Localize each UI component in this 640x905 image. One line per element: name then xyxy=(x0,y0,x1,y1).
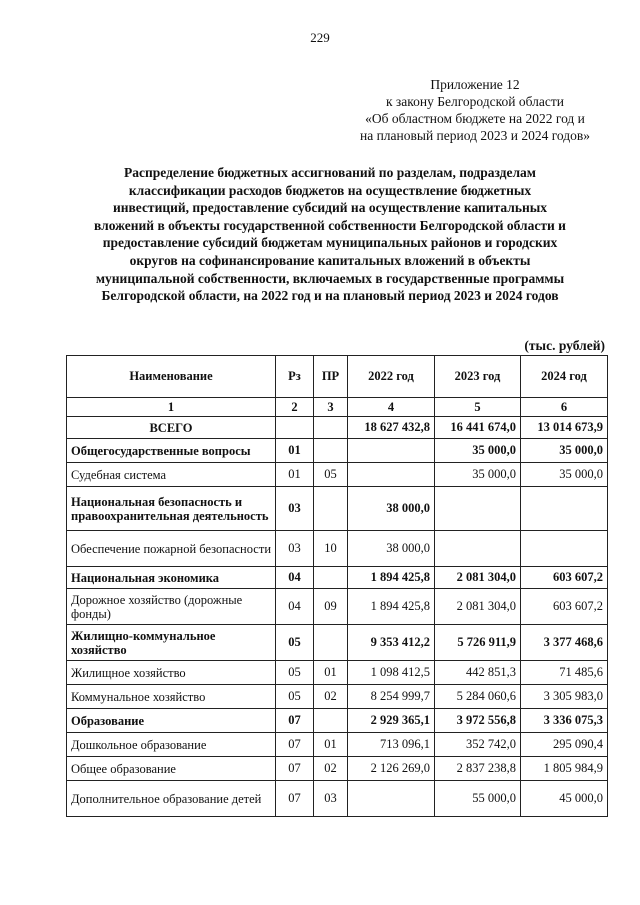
table-row xyxy=(67,709,608,733)
cell-name: Дорожное хозяйство (дорожные фонды) xyxy=(67,589,276,625)
cell-name: Обеспечение пожарной безопасности xyxy=(67,531,276,567)
title-line: Белгородской области, на 2022 год и на плановый период 2023 и 2024 годов xyxy=(101,288,559,304)
table-row xyxy=(67,661,608,685)
table-row xyxy=(67,733,608,757)
table-row xyxy=(67,781,608,817)
index-cell: 6 xyxy=(521,398,608,417)
cell-pr: 03 xyxy=(314,781,348,817)
index-cell: 3 xyxy=(314,398,348,417)
cell-value-2022: 18 627 432,8 xyxy=(348,417,435,439)
cell-pr: 10 xyxy=(314,531,348,567)
cell-rz: 07 xyxy=(276,709,314,733)
cell-value-2022: 1 894 425,8 xyxy=(348,567,435,589)
title-line: вложений в объекты государственной собственности Белгородской области и xyxy=(94,217,566,233)
index-cell: 5 xyxy=(435,398,521,417)
cell-value-2024: 3 305 983,0 xyxy=(521,685,608,709)
title-line: округов на софинансирование капитальных вложений в объекты xyxy=(129,252,531,268)
cell-name: Образование xyxy=(67,709,276,733)
cell-value-2023: 352 742,0 xyxy=(435,733,521,757)
cell-value-2024: 35 000,0 xyxy=(521,439,608,463)
cell-value-2023: 55 000,0 xyxy=(435,781,521,817)
header-row xyxy=(67,356,608,398)
cell-value-2023: 2 837 238,8 xyxy=(435,757,521,781)
table-body xyxy=(67,417,608,817)
cell-value-2024: 603 607,2 xyxy=(521,567,608,589)
table-row xyxy=(67,567,608,589)
cell-value-2022: 38 000,0 xyxy=(348,487,435,531)
title-line: инвестиций, предоставление субсидий на осуществление капитальных xyxy=(112,200,548,216)
cell-pr xyxy=(314,439,348,463)
cell-rz xyxy=(276,417,314,439)
cell-value-2024: 13 014 673,9 xyxy=(521,417,608,439)
title-line: муниципальной собственности, включаемых в государственные программы xyxy=(95,270,565,286)
cell-value-2024: 3 336 075,3 xyxy=(521,709,608,733)
cell-pr: 05 xyxy=(314,463,348,487)
cell-value-2024: 603 607,2 xyxy=(521,589,608,625)
header-2023: 2023 год xyxy=(435,356,521,398)
cell-value-2023: 5 726 911,9 xyxy=(435,625,521,661)
cell-value-2022: 8 254 999,7 xyxy=(348,685,435,709)
cell-value-2023: 2 081 304,0 xyxy=(435,589,521,625)
cell-name: Дошкольное образование xyxy=(67,733,276,757)
cell-name: Национальная безопасность и правоохранительная деятельность xyxy=(67,487,276,531)
cell-value-2022: 38 000,0 xyxy=(348,531,435,567)
page-number: 229 xyxy=(310,30,330,45)
title-line: Распределение бюджетных ассигнований по разделам, подразделам xyxy=(124,165,536,180)
cell-name: Дополнительное образование детей xyxy=(67,781,276,817)
cell-value-2023: 442 851,3 xyxy=(435,661,521,685)
cell-rz: 07 xyxy=(276,757,314,781)
cell-rz: 07 xyxy=(276,781,314,817)
cell-value-2022 xyxy=(348,439,435,463)
units-label: (тыс. рублей) xyxy=(524,338,605,353)
appendix-heading xyxy=(340,76,610,144)
cell-rz: 01 xyxy=(276,439,314,463)
cell-value-2023: 16 441 674,0 xyxy=(435,417,521,439)
cell-value-2024: 45 000,0 xyxy=(521,781,608,817)
table-row xyxy=(67,757,608,781)
cell-pr xyxy=(314,625,348,661)
cell-name: Общее образование xyxy=(67,757,276,781)
cell-pr: 02 xyxy=(314,757,348,781)
cell-value-2023: 3 972 556,8 xyxy=(435,709,521,733)
cell-value-2024: 71 485,6 xyxy=(521,661,608,685)
cell-pr xyxy=(314,567,348,589)
index-cell: 2 xyxy=(276,398,314,417)
index-row xyxy=(67,398,608,417)
cell-name: Жилищное хозяйство xyxy=(67,661,276,685)
budget-table xyxy=(66,355,608,817)
cell-pr: 02 xyxy=(314,685,348,709)
document-title xyxy=(60,164,600,305)
table-row xyxy=(67,463,608,487)
cell-rz: 05 xyxy=(276,625,314,661)
cell-name: Судебная система xyxy=(67,463,276,487)
table-row xyxy=(67,531,608,567)
cell-value-2023: 35 000,0 xyxy=(435,439,521,463)
cell-value-2024: 3 377 468,6 xyxy=(521,625,608,661)
cell-value-2023: 5 284 060,6 xyxy=(435,685,521,709)
cell-value-2023: 35 000,0 xyxy=(435,463,521,487)
cell-value-2022 xyxy=(348,781,435,817)
cell-name: Общегосударственные вопросы xyxy=(67,439,276,463)
cell-pr: 01 xyxy=(314,661,348,685)
cell-value-2024: 295 090,4 xyxy=(521,733,608,757)
cell-value-2022: 9 353 412,2 xyxy=(348,625,435,661)
cell-name: Национальная экономика xyxy=(67,567,276,589)
table-row xyxy=(67,417,608,439)
title-line: предоставление субсидий бюджетам муниципальных районов и городских xyxy=(102,235,558,251)
cell-rz: 05 xyxy=(276,661,314,685)
cell-rz: 03 xyxy=(276,487,314,531)
index-cell: 4 xyxy=(348,398,435,417)
cell-value-2022: 2 929 365,1 xyxy=(348,709,435,733)
cell-pr: 09 xyxy=(314,589,348,625)
cell-value-2024 xyxy=(521,487,608,531)
cell-rz: 01 xyxy=(276,463,314,487)
header-2022: 2022 год xyxy=(348,356,435,398)
header-rz: Рз xyxy=(276,356,314,398)
cell-value-2022: 1 098 412,5 xyxy=(348,661,435,685)
cell-rz: 05 xyxy=(276,685,314,709)
cell-pr xyxy=(314,487,348,531)
table-row xyxy=(67,439,608,463)
table-row xyxy=(67,487,608,531)
cell-pr xyxy=(314,417,348,439)
cell-value-2023 xyxy=(435,531,521,567)
table-row xyxy=(67,589,608,625)
cell-value-2023: 2 081 304,0 xyxy=(435,567,521,589)
cell-rz: 04 xyxy=(276,589,314,625)
cell-value-2023 xyxy=(435,487,521,531)
index-cell: 1 xyxy=(67,398,276,417)
title-line: классификации расходов бюджетов на осуществление бюджетных xyxy=(128,182,532,198)
cell-value-2022 xyxy=(348,463,435,487)
table-row xyxy=(67,685,608,709)
table-row xyxy=(67,625,608,661)
appendix-line: к закону Белгородской области xyxy=(386,94,564,109)
cell-name: Коммунальное хозяйство xyxy=(67,685,276,709)
header-2024: 2024 год xyxy=(521,356,608,398)
cell-rz: 07 xyxy=(276,733,314,757)
cell-value-2024: 1 805 984,9 xyxy=(521,757,608,781)
cell-name: ВСЕГО xyxy=(67,417,276,439)
cell-value-2024: 35 000,0 xyxy=(521,463,608,487)
header-name: Наименование xyxy=(67,356,276,398)
appendix-line: на плановый период 2023 и 2024 годов» xyxy=(359,128,590,143)
header-pr: ПР xyxy=(314,356,348,398)
cell-value-2022: 2 126 269,0 xyxy=(348,757,435,781)
cell-pr xyxy=(314,709,348,733)
cell-value-2022: 1 894 425,8 xyxy=(348,589,435,625)
cell-rz: 04 xyxy=(276,567,314,589)
cell-value-2022: 713 096,1 xyxy=(348,733,435,757)
appendix-line: «Об областном бюджете на 2022 год и xyxy=(365,111,585,126)
appendix-line: Приложение 12 xyxy=(430,77,520,92)
cell-name: Жилищно-коммунальное хозяйство xyxy=(67,625,276,661)
cell-pr: 01 xyxy=(314,733,348,757)
cell-value-2024 xyxy=(521,531,608,567)
cell-rz: 03 xyxy=(276,531,314,567)
